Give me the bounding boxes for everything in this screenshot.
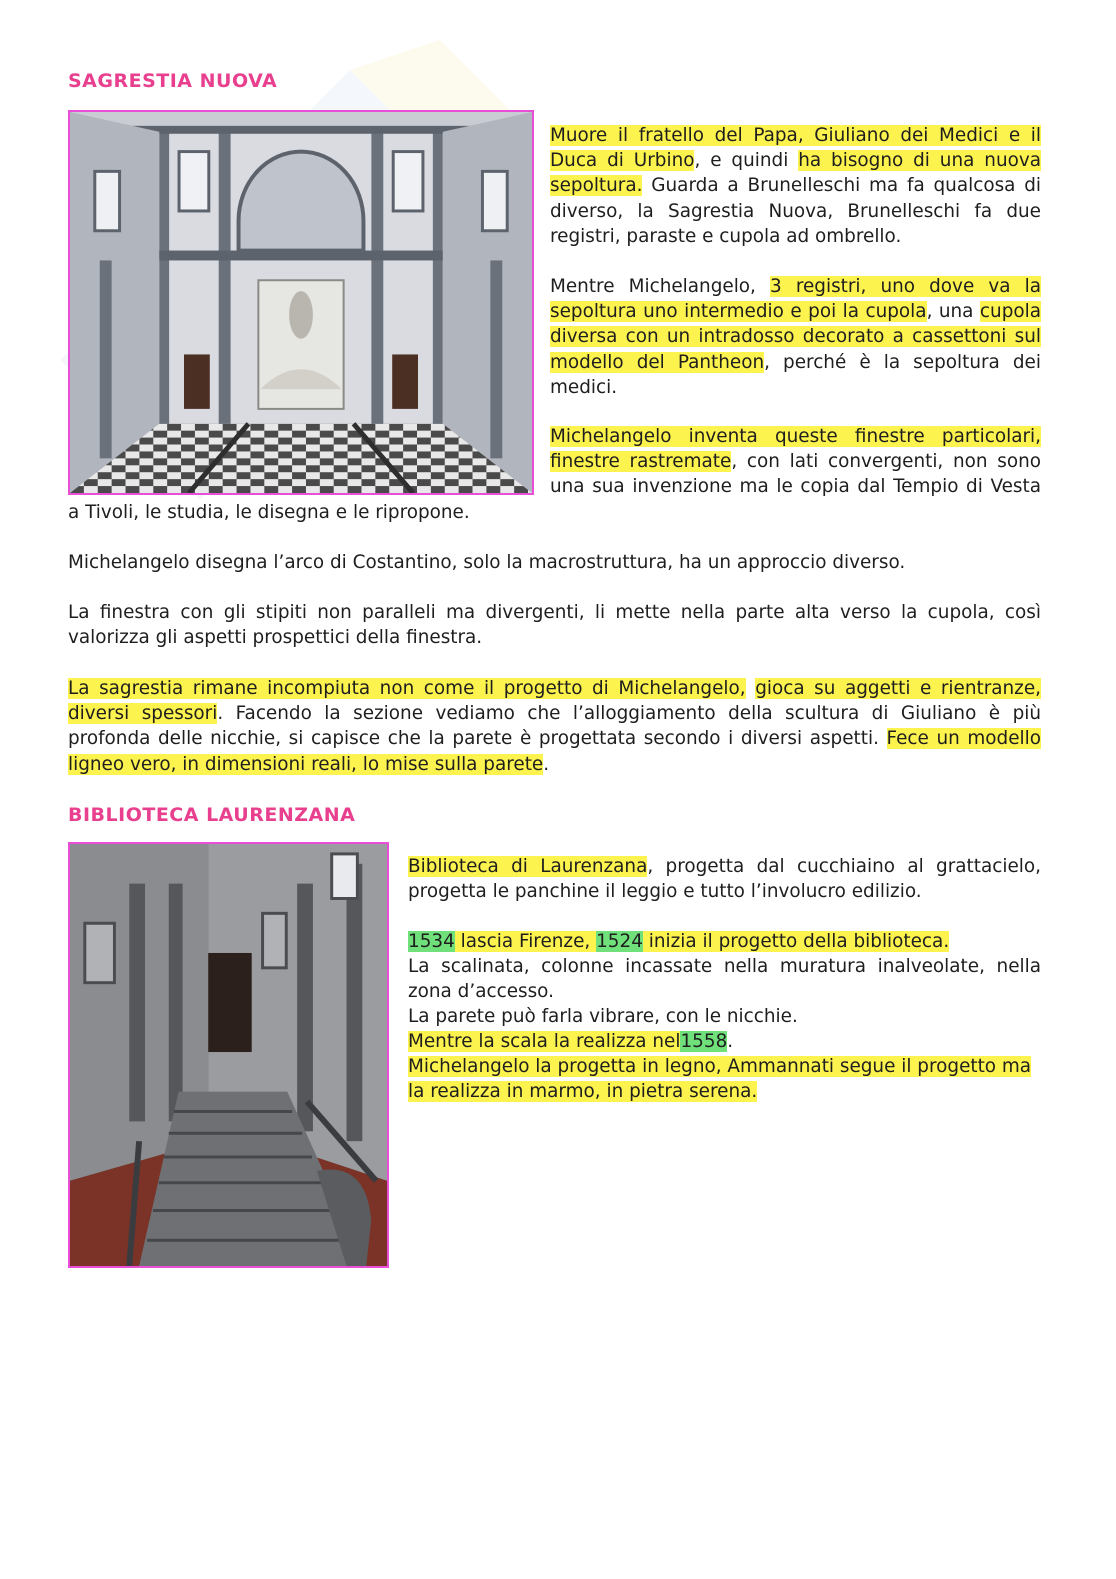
biblioteca-paragraph-6 xyxy=(408,1054,1048,1104)
highlight-text: lascia Firenze, xyxy=(454,931,597,952)
highlight-text: Mentre la scala la realizza nel xyxy=(408,1031,681,1052)
highlight-text: Biblioteca di Laurenzana xyxy=(408,856,648,877)
highlight-text: cupola diversa con un intradosso decorato a cassettoni sul modello del Pantheon xyxy=(550,301,1041,373)
highlight-text: La sagrestia rimane incompiuta non come il progetto di Michelangelo, xyxy=(68,678,746,699)
sagrestia-paragraph-4: Michelangelo disegna l’arco di Costantino, solo la macrostruttura, ha un approccio diverso. xyxy=(68,552,906,573)
sagrestia-paragraph-2: Mentre Michelangelo, 3 registri, uno dove va la sepoltura uno intermedio e poi la cupola, una cupola diversa con un intradosso decorato a cassettoni sul modello del Pantheon, perché è la sepoltura dei medici. xyxy=(550,276,1041,398)
sagrestia-paragraph-1: Muore il fratello del Papa, Giuliano dei Medici e il Duca di Urbino, e quindi ha bisogno di una nuova sepoltura. Guarda a Brunelleschi ma fa qualcosa di diverso, la Sagrestia Nuova, Brunelleschi fa due registri, paraste e cupola ad ombrello. xyxy=(550,125,1042,247)
biblioteca-paragraph-4: La parete può farla vibrare, con le nicchie. xyxy=(408,1006,798,1027)
highlight-text: gioca su aggetti e rientranze, diversi spessori xyxy=(68,678,1041,725)
sagrestia-paragraph-3: Michelangelo inventa queste finestre particolari, finestre rastremate, con lati convergenti, non sono una sua invenzione ma le copia dal Tempio di Vesta a Tivoli, le studia, le disegna e le ripropone. xyxy=(68,426,1041,523)
biblioteca-paragraph-1: Biblioteca di Laurenzana, progetta dal cucchiaino al grattacielo, progetta le panchine il leggio e tutto l’involucro edilizio. xyxy=(408,856,1041,903)
biblioteca-paragraph-2 xyxy=(408,929,1041,954)
biblioteca-paragraph-5: Mentre la scala la realizza nel1558. xyxy=(408,1031,734,1052)
highlight-text: ha bisogno di una nuova sepoltura. xyxy=(550,150,1042,197)
highlight-year: 1534 xyxy=(408,931,455,952)
highlight-text: Fece un modello ligneo vero, in dimensioni reali, lo mise sulla parete xyxy=(68,728,1041,775)
biblioteca-photo xyxy=(68,842,389,1268)
section-heading-biblioteca: BIBLIOTECA LAURENZANA xyxy=(68,804,356,826)
highlight-text: inizia il progetto della biblioteca. xyxy=(642,931,950,952)
highlight-text: Michelangelo inventa queste finestre particolari, finestre rastremate xyxy=(550,426,1041,473)
sagrestia-paragraph-5: La finestra con gli stipiti non paralleli ma divergenti, li mette nella parte alta verso la cupola, così valorizza gli aspetti prospettici della finestra. xyxy=(68,602,1041,649)
highlight-text: 3 registri, uno dove va la sepoltura uno intermedio e poi la cupola xyxy=(550,276,1041,323)
highlight-text: Michelangelo la progetta in legno, Ammannati segue il progetto ma la realizza in marmo, in pietra serena. xyxy=(408,1056,1032,1103)
highlight-year: 1524 xyxy=(596,931,643,952)
sagrestia-paragraph-6: La sagrestia rimane incompiuta non come il progetto di Michelangelo, gioca su aggetti e rientranze, diversi spessori. Facendo la sezione vediamo che l’alloggiamento della scultura di Giuliano è più profonda delle nicchie, si capisce che la parete è progettata secondo i diversi aspetti. Fece un modello ligneo vero, in dimensioni reali, lo mise sulla parete. xyxy=(68,678,1042,775)
biblioteca-paragraph-3: La scalinata, colonne incassate nella muratura inalveolate, nella zona d’accesso. xyxy=(408,956,1041,1003)
section-heading-sagrestia: SAGRESTIA NUOVA xyxy=(68,70,278,92)
highlight-year: 1558 xyxy=(680,1031,728,1052)
highlight-text: Muore il fratello del Papa, Giuliano dei Medici e il Duca di Urbino xyxy=(550,125,1041,172)
